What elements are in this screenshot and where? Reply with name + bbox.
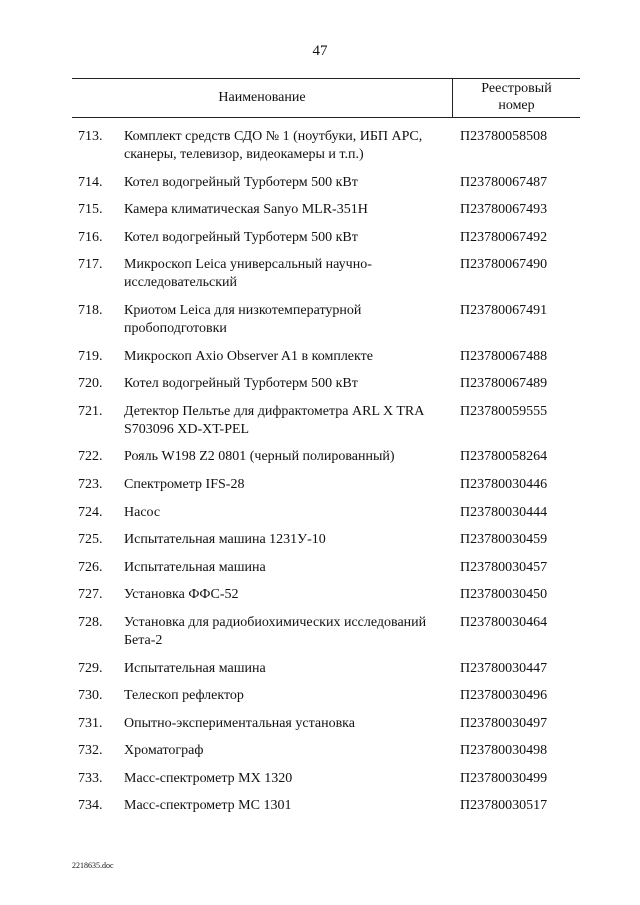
item-name: Хроматограф (124, 743, 204, 759)
table-row (0, 403, 640, 439)
table-row (0, 660, 640, 678)
row-number: 717. (78, 257, 103, 273)
item-name: Котел водогрейный Турботерм 500 кВт (124, 376, 358, 392)
item-name: Испытательная машина 1231У-10 (124, 532, 326, 548)
item-name: Спектрометр IFS-28 (124, 476, 245, 492)
registry-number: П23780030447 (460, 660, 548, 676)
registry-number: П23780067487 (460, 174, 548, 190)
row-number: 721. (78, 403, 103, 419)
row-number: 723. (78, 476, 103, 492)
table-body (0, 128, 640, 825)
column-header-name: Наименование (218, 90, 306, 105)
row-number: 722. (78, 449, 103, 465)
table-row (0, 201, 640, 219)
row-number: 733. (78, 770, 103, 786)
item-name: Установка для радиобиохимических исследований Бета-2 (124, 614, 427, 648)
row-number: 718. (78, 302, 103, 318)
item-name: Рояль W198 Z2 0801 (черный полированный) (124, 449, 395, 465)
registry-number: П23780030457 (460, 559, 548, 575)
item-name: Котел водогрейный Турботерм 500 кВт (124, 174, 358, 190)
column-header-registry-line1: Реестровый (481, 81, 552, 96)
registry-number: П23780030450 (460, 587, 548, 603)
table-row (0, 614, 640, 650)
item-name: Детектор Пельтье для дифрактометра ARL X TRA S703096 XD-XT-PEL (124, 403, 424, 437)
table-row (0, 448, 640, 466)
registry-number: П23780030446 (460, 476, 548, 492)
registry-number: П23780030459 (460, 532, 548, 548)
row-number: 713. (78, 129, 103, 144)
table-row (0, 504, 640, 522)
registry-number: П23780067492 (460, 229, 548, 245)
item-name: Насос (124, 504, 161, 520)
row-number: 715. (78, 202, 103, 218)
table-row (0, 256, 640, 292)
table-row (0, 229, 640, 247)
registry-number: П23780067489 (460, 376, 548, 392)
table-row (0, 559, 640, 577)
registry-number: П23780067493 (460, 202, 548, 218)
item-name: Масс-спектрометр МХ 1320 (124, 770, 293, 786)
table-row (0, 770, 640, 788)
table-row (0, 302, 640, 338)
row-number: 731. (78, 715, 103, 731)
table-row (0, 687, 640, 705)
registry-number: П23780058508 (460, 129, 548, 144)
registry-number: П23780030444 (460, 504, 548, 520)
registry-number: П23780058264 (460, 449, 548, 465)
footer-filename: 2218635.doc (72, 861, 114, 870)
page-number: 47 (312, 43, 328, 59)
registry-number: П23780067488 (460, 348, 548, 364)
row-number: 725. (78, 532, 103, 548)
table-row (0, 742, 640, 760)
item-name: Микроскоп Axio Observer A1 в комплекте (124, 348, 373, 364)
row-number: 714. (78, 174, 103, 190)
item-name: Камера климатическая Sanyo MLR-351H (124, 202, 368, 218)
registry-number: П23780030464 (460, 614, 548, 630)
item-name: Масс-спектрометр МС 1301 (124, 798, 292, 814)
registry-number: П23780030496 (460, 688, 548, 704)
column-header-registry-line2: номер (498, 98, 535, 113)
table-row (0, 174, 640, 192)
row-number: 727. (78, 587, 103, 603)
column-header-registry-number (453, 80, 580, 114)
registry-number: П23780059555 (460, 403, 548, 419)
table-header (72, 78, 580, 118)
registry-number: П23780030517 (460, 798, 548, 814)
registry-number: П23780030499 (460, 770, 548, 786)
row-number: 716. (78, 229, 103, 245)
row-number: 729. (78, 660, 103, 676)
item-name: Телескоп рефлектор (124, 688, 244, 704)
row-number: 726. (78, 559, 103, 575)
item-name: Установка ФФС-52 (124, 587, 239, 603)
table-row (0, 531, 640, 549)
table-row (0, 715, 640, 733)
table-row (0, 348, 640, 366)
table-row (0, 797, 640, 815)
row-number: 719. (78, 348, 103, 364)
registry-number: П23780067490 (460, 257, 548, 273)
registry-number: П23780030497 (460, 715, 548, 731)
registry-number: П23780030498 (460, 743, 548, 759)
row-number: 730. (78, 688, 103, 704)
row-number: 734. (78, 798, 103, 814)
item-name: Испытательная машина (124, 660, 266, 676)
registry-number: П23780067491 (460, 302, 548, 318)
table-row (0, 586, 640, 604)
item-name: Комплект средств СДО № 1 (ноутбуки, ИБП APC, сканеры, телевизор, видеокамеры и т.п.) (124, 129, 423, 162)
row-number: 720. (78, 376, 103, 392)
row-number: 724. (78, 504, 103, 520)
item-name: Котел водогрейный Турботерм 500 кВт (124, 229, 358, 245)
item-name: Микроскоп Leica универсальный научно-исследовательский (124, 257, 372, 291)
table-row (0, 128, 640, 164)
item-name: Криотом Leica для низкотемпературной пробоподготовки (124, 302, 362, 336)
table-row (0, 476, 640, 494)
table-row (0, 375, 640, 393)
row-number: 728. (78, 614, 103, 630)
item-name: Опытно-экспериментальная установка (124, 715, 355, 731)
item-name: Испытательная машина (124, 559, 266, 575)
row-number: 732. (78, 743, 103, 759)
